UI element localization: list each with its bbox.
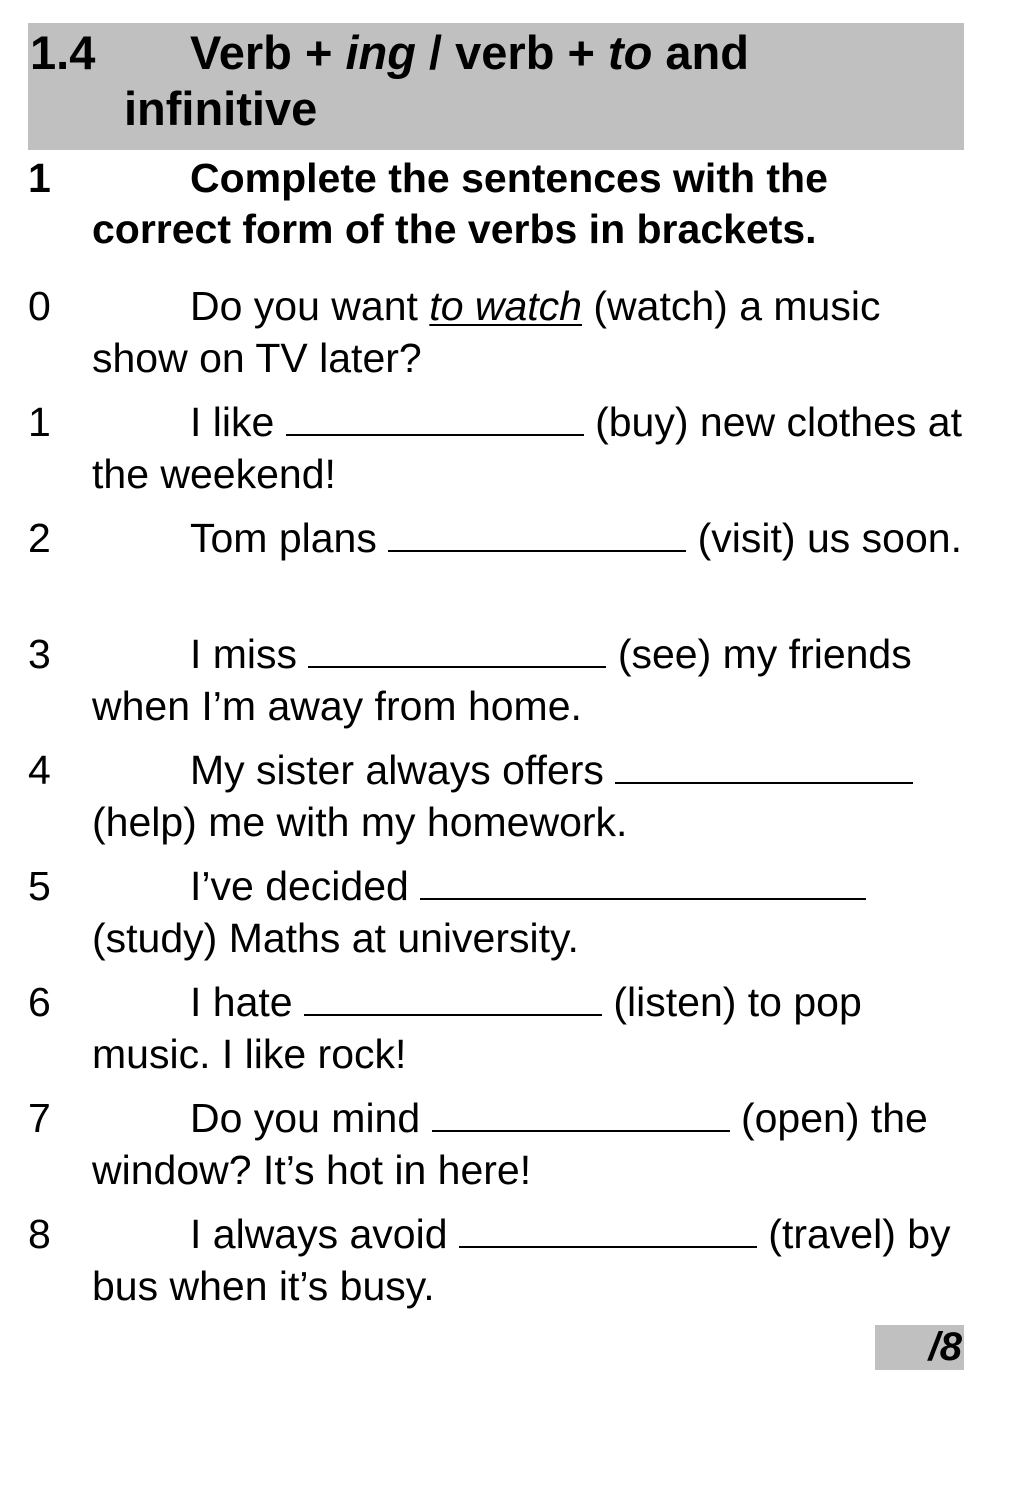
list-item	[28, 976, 964, 1092]
item-text-after: (open) the window? It’s hot in here!	[92, 1095, 928, 1193]
item-text	[92, 860, 962, 964]
list-item	[28, 1092, 964, 1208]
list-item	[28, 280, 964, 396]
item-text-after: (see) my friends when I’m away from home.	[92, 631, 912, 729]
item-number: 5	[28, 863, 51, 909]
item-text	[92, 280, 962, 384]
item-text-before: I always avoid	[190, 1211, 459, 1257]
item-text	[92, 1208, 962, 1312]
item-number: 4	[28, 747, 51, 793]
list-item	[28, 512, 964, 628]
answer-blank[interactable]	[615, 752, 913, 784]
item-number: 7	[28, 1095, 51, 1141]
item-text-before: I miss	[190, 631, 309, 677]
title-to: to	[607, 26, 653, 79]
answer-blank[interactable]	[432, 1100, 730, 1132]
title-text-1: Verb +	[190, 26, 346, 79]
section-number: 1.4	[30, 26, 96, 79]
example-answer: to watch	[429, 283, 582, 329]
item-text-before: My sister always offers	[190, 747, 616, 793]
list-item	[28, 396, 964, 512]
item-text-before: I’ve decided	[190, 863, 421, 909]
item-number: 1	[28, 399, 51, 445]
instruction-text: Complete the sentences with the correct form of the verbs in brackets.	[92, 155, 828, 252]
list-item	[28, 860, 964, 976]
answer-blank[interactable]	[459, 1216, 757, 1248]
list-item	[28, 1208, 964, 1324]
item-text-after: (study) Maths at university.	[92, 915, 579, 961]
item-text	[92, 976, 962, 1080]
item-text-after: (help) me with my homework.	[92, 799, 628, 845]
exercise-items	[28, 280, 964, 1324]
item-text	[92, 396, 962, 500]
item-text-before: Do you mind	[190, 1095, 432, 1141]
item-text-after: (listen) to pop music. I like rock!	[92, 979, 862, 1077]
item-number: 3	[28, 631, 51, 677]
item-text-after: (buy) new clothes at the weekend!	[92, 399, 962, 497]
list-item	[28, 744, 964, 860]
score-box	[875, 1325, 964, 1370]
item-text-before: Do you want	[190, 283, 430, 329]
section-title	[124, 25, 944, 137]
item-text-after: (watch) a music show on TV later?	[92, 283, 881, 381]
score-label: /8	[928, 1325, 962, 1369]
item-text-before: Tom plans	[190, 515, 389, 561]
item-text-before: I hate	[190, 979, 304, 1025]
item-number: 2	[28, 515, 51, 561]
item-number: 6	[28, 979, 51, 1025]
exercise-instruction	[28, 153, 964, 255]
item-text	[92, 1092, 962, 1196]
answer-blank[interactable]	[308, 636, 606, 668]
list-item	[28, 628, 964, 744]
item-text-after: (visit) us soon.	[686, 515, 962, 561]
item-number: 0	[28, 283, 51, 329]
answer-blank[interactable]	[420, 868, 866, 900]
item-text-before: I like	[190, 399, 286, 445]
title-ing: ing	[345, 26, 416, 79]
section-header	[28, 23, 964, 150]
answer-blank[interactable]	[286, 404, 584, 436]
item-text	[92, 744, 962, 848]
item-number: 8	[28, 1211, 51, 1257]
item-text	[92, 512, 962, 564]
item-text-after: (travel) by bus when it’s busy.	[92, 1211, 951, 1309]
answer-blank[interactable]	[304, 984, 602, 1016]
title-text-3: and infinitive	[124, 26, 749, 135]
item-text	[92, 628, 962, 732]
exercise-number: 1	[28, 155, 51, 201]
answer-blank[interactable]	[388, 520, 686, 552]
title-text-2: / verb +	[415, 26, 608, 79]
